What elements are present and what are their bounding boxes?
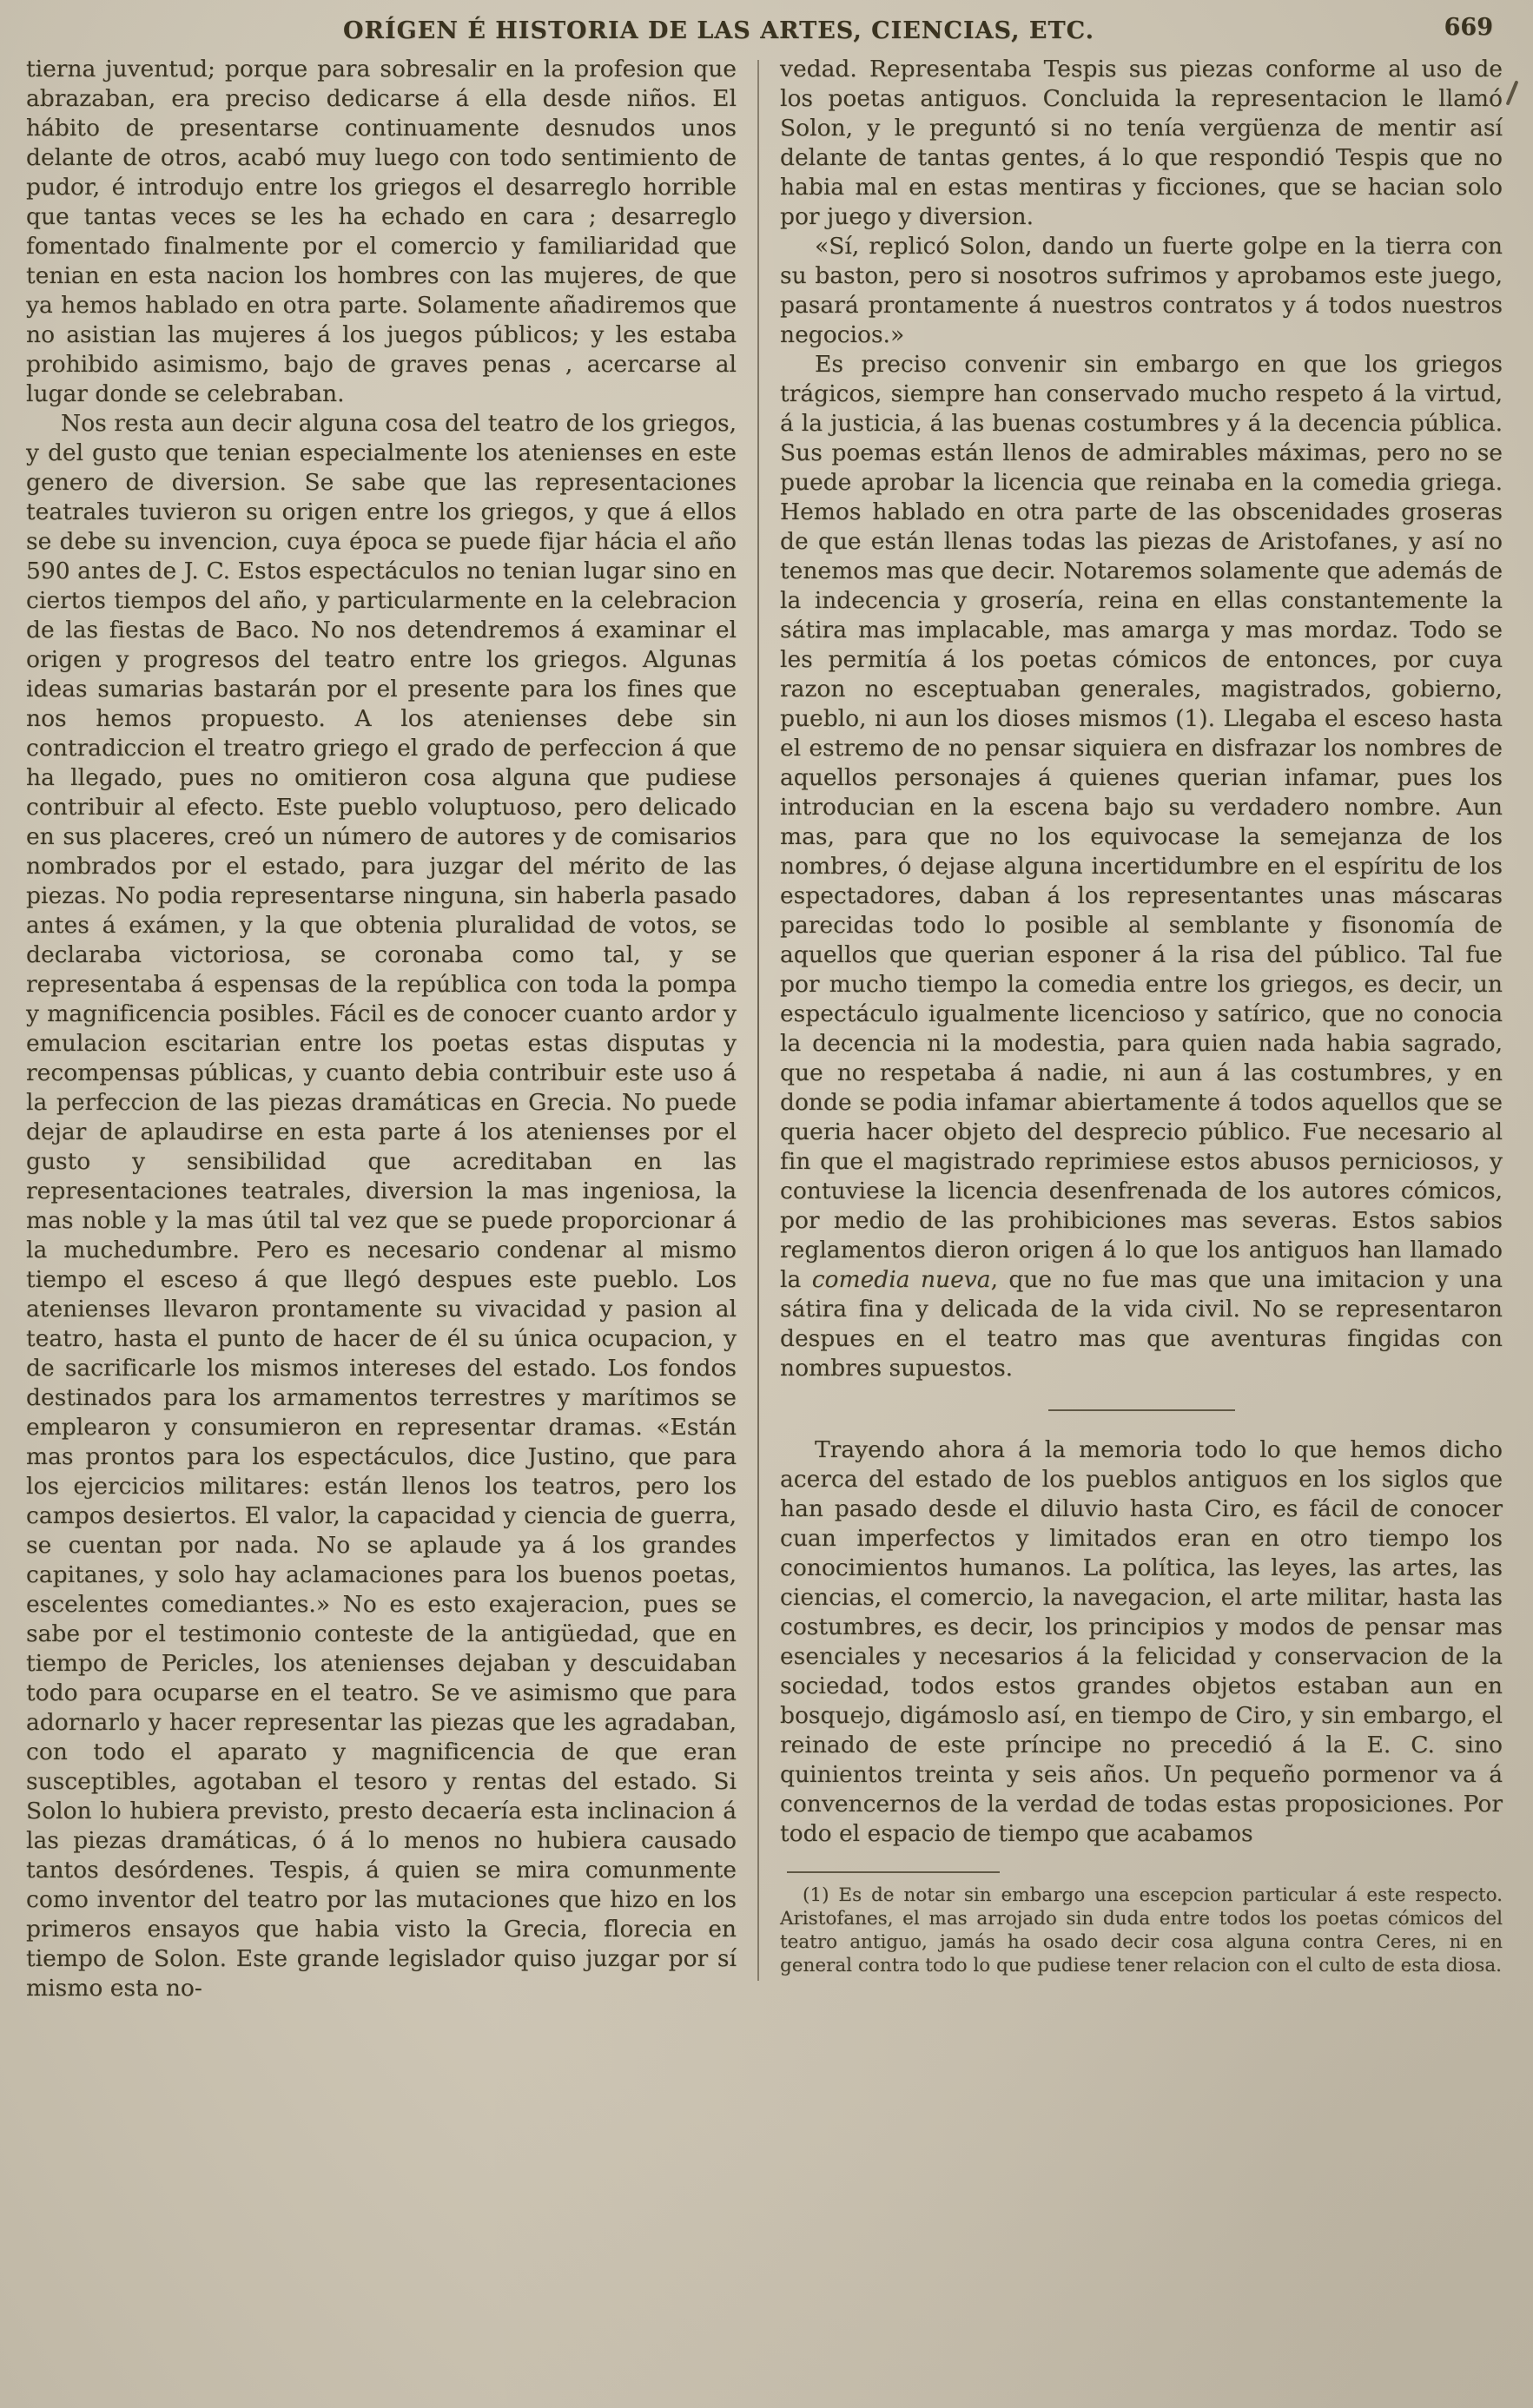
paragraph: Trayendo ahora á la memoria todo lo que hemos dicho acerca del estado de los pueblos antiguos en los siglos que han pasado desde el diluvio hasta Ciro, es fácil de conocer cuan imperfectos y limitados eran en otro tiempo los conocimientos humanos. La política, las leyes, las artes, las ciencias, el comercio, la navegacion, el arte militar, hasta las costumbres, es decir, los principios y modos de pensar mas esenciales y necesarios á la felicidad y conservacion de la sociedad, todos estos grandes objetos estaban aun en bosquejo, digámoslo así, en tiempo de Ciro, y sin embargo, el reinado de este príncipe no precedió á la E. C. sino quinientos treinta y seis años. Un pequeño pormenor va á convencernos de la verdad de todas estas proposiciones. Por todo el espacio de tiempo que acabamos bbox=[780, 1436, 1503, 1847]
paragraph: «Sí, replicó Solon, dando un fuerte golpe en la tierra con su baston, pero si nosotros sufrimos y aprobamos este juego, pasará prontamente á nuestros contratos y á todos nuestros negocios.» bbox=[780, 233, 1503, 348]
column-divider bbox=[757, 60, 759, 1981]
page-header bbox=[0, 0, 1533, 48]
left-column bbox=[26, 55, 737, 2003]
paragraph: Nos resta aun decir alguna cosa del teatro de los griegos, y del gusto que tenian especialmente los atenienses en este genero de diversion. Se sabe que las representaciones teatrales tuvieron su origen entre los griegos, y que á ellos se debe su invencion, cuya época se puede fijar hácia el año 590 antes de J. C. Estos espectáculos no tenian lugar sino en ciertos tiempos del año, y particularmente en la celebracion de las fiestas de Baco. No nos detendremos á examinar el origen y progresos del teatro entre los griegos. Algunas ideas sumarias bastarán por el presente para los fines que nos hemos propuesto. A los atenienses debe sin contradiccion el treatro griego el grado de perfeccion á que ha llegado, pues no omitieron cosa alguna que pudiese contribuir al efecto. Este pueblo voluptuoso, pero delicado en sus placeres, creó un número de autores y de comisarios nombrados por el estado, para juzgar del mérito de las piezas. No podia representarse ninguna, sin haberla pasado antes á exámen, y la que obtenia pluralidad de votos, se declaraba victoriosa, se coronaba como tal, y se representaba á espensas de la república con toda la pompa y magnificencia posibles. Fácil es de conocer cuanto ardor y emulacion escitarian entre los poetas estas disputas y recompensas públicas, y cuanto debia contribuir este uso á la perfeccion de las piezas dramáticas en Grecia. No puede dejar de aplaudirse en esta parte á los atenienses por el gusto y sensibilidad que acreditaban en las representaciones teatrales, diversion la mas ingeniosa, la mas noble y la mas útil tal vez que se puede proporcionar á la muchedumbre. Pero es necesario condenar al mismo tiempo el esceso á que llegó despues este pueblo. Los atenienses llevaron prontamente su vivacidad y pasion al teatro, hasta el punto de hacer de él su única ocupacion, y de sacrificarle los mismos intereses del estado. Los fondos destinados para los armamentos terrestres y marítimos se emplearon y consumieron en representar dramas. «Están mas prontos para los espectáculos, dice Justino, que para los ejercicios militares: están llenos los teatros, pero los campos desiertos. El valor, la capacidad y ciencia de guerra, se cuentan por nada. No se aplaude ya á los grandes capitanes, y solo hay aclamaciones para los buenos poetas, escelentes comediantes.» No es esto exajeracion, pues se sabe por el testimonio conteste de la antigüedad, que en tiempo de Pericles, los atenienses dejaban y descuidaban todo para ocuparse en el teatro. Se ve asimismo que para adornarlo y hacer representar las piezas que les agradaban, con todo el aparato y magnificencia de que eran susceptibles, agotaban el tesoro y rentas del estado. Si Solon lo hubiera previsto, presto decaería esta inclinacion á las piezas dramáticas, ó á lo menos no hubiera causado tantos desórdenes. Tespis, á quien se mira comunmente como inventor del teatro por las mutaciones que hizo en los primeros ensayos que habia visto la Grecia, florecia en tiempo de Solon. Este grande legislador quiso juzgar por sí mismo esta no- bbox=[26, 410, 737, 2002]
italic-phrase: comedia nueva bbox=[811, 1266, 991, 1293]
paragraph-text: Es preciso convenir sin embargo en que los griegos trágicos, siempre han conservado mucho respeto á la virtud, á la justicia, á las buenas costumbres y á la decencia pública. Sus poemas están llenos de admirables máximas, pero no se puede aprobar la licencia que reinaba en la comedia griega. Hemos hablado en otra parte de las obscenidades groseras de que están llenas todas las piezas de Aristofanes, y así no tenemos mas que decir. Notaremos solamente que además de la indecencia y grosería, reina en ellas constantemente la sátira mas implacable, mas amarga y mas mordaz. Todo se les permitía á los poetas cómicos de entonces, por cuya razon no esceptuaban generales, magistrados, gobierno, pueblo, ni aun los dioses mismos (1). Llegaba el esceso hasta el estremo de no pensar siquiera en disfrazar los nombres de aquellos personajes á quienes querian infamar, pues los introducian en la escena bajo su verdadero nombre. Aun mas, para que no los equivocase la semejanza de los nombres, ó dejase alguna incertidumbre en el espíritu de los espectadores, daban á los representantes unas máscaras parecidas todo lo posible al semblante y fisonomía de aquellos que querian esponer á la risa del público. Tal fue por mucho tiempo la comedia entre los griegos, es decir, un espectáculo igualmente licencioso y satírico, que no conocia la decencia ni la modestia, para quien nada habia sagrado, que no respetaba á nadie, ni aun á las costumbres, y en donde se podia infamar abiertamente á todos aquellos que se queria hacer objeto del desprecio público. Fue necesario al fin que el magistrado reprimiese estos abusos perniciosos, y contuviese la licencia desenfrenada de los autores cómicos, por medio de las prohibiciones mas severas. Estos sabios reglamentos dieron origen á lo que los antiguos han llamado la bbox=[780, 351, 1503, 1293]
text-columns bbox=[0, 48, 1533, 2003]
section-separator bbox=[1048, 1409, 1235, 1411]
footnote: (1) Es de notar sin embargo una escepcion particular á este respecto. Aristofanes, el mas arrojado sin duda entre todos los poetas cómicos del teatro antiguo, jamás ha osado decir cosa alguna contra Ceres, ni en general contra todo lo que pudiese tener relacion con el culto de esta diosa. bbox=[780, 1884, 1503, 1976]
right-column bbox=[780, 55, 1503, 2003]
running-title: ORÍGEN É HISTORIA DE LAS ARTES, CIENCIAS, ETC. bbox=[343, 17, 1094, 44]
paragraph bbox=[780, 350, 1503, 1383]
footnote-separator bbox=[787, 1871, 1000, 1873]
paragraph-text: , que no fue mas que una imitacion y una sátira fina y delicada de la vida civil. No se representaron despues en el teatro mas que aventuras fingidas con nombres supuestos. bbox=[780, 1266, 1503, 1382]
paragraph: tierna juventud; porque para sobresalir en la profesion que abrazaban, era preciso dedicarse á ella desde niños. El hábito de presentarse continuamente desnudos unos delante de otros, acabó muy luego con todo sentimiento de pudor, é introdujo entre los griegos el desarreglo horrible que tantas veces se les ha echado en cara ; desarreglo fomentado finalmente por el comercio y familiaridad que tenian en esta nacion los hombres con las mujeres, de que ya hemos hablado en otra parte. Solamente añadiremos que no asistian las mujeres á los juegos públicos; y les estaba prohibido asimismo, bajo de graves penas , acercarse al lugar donde se celebraban. bbox=[26, 56, 737, 407]
paragraph: vedad. Representaba Tespis sus piezas conforme al uso de los poetas antiguos. Concluida la representacion le llamó Solon, y le preguntó si no tenía vergüenza de mentir así delante de tantas gentes, á lo que respondió Tespis que no habia mal en estas mentiras y ficciones, que se hacian solo por juego y diversion. bbox=[780, 56, 1503, 230]
page-number: 669 bbox=[1444, 14, 1493, 41]
